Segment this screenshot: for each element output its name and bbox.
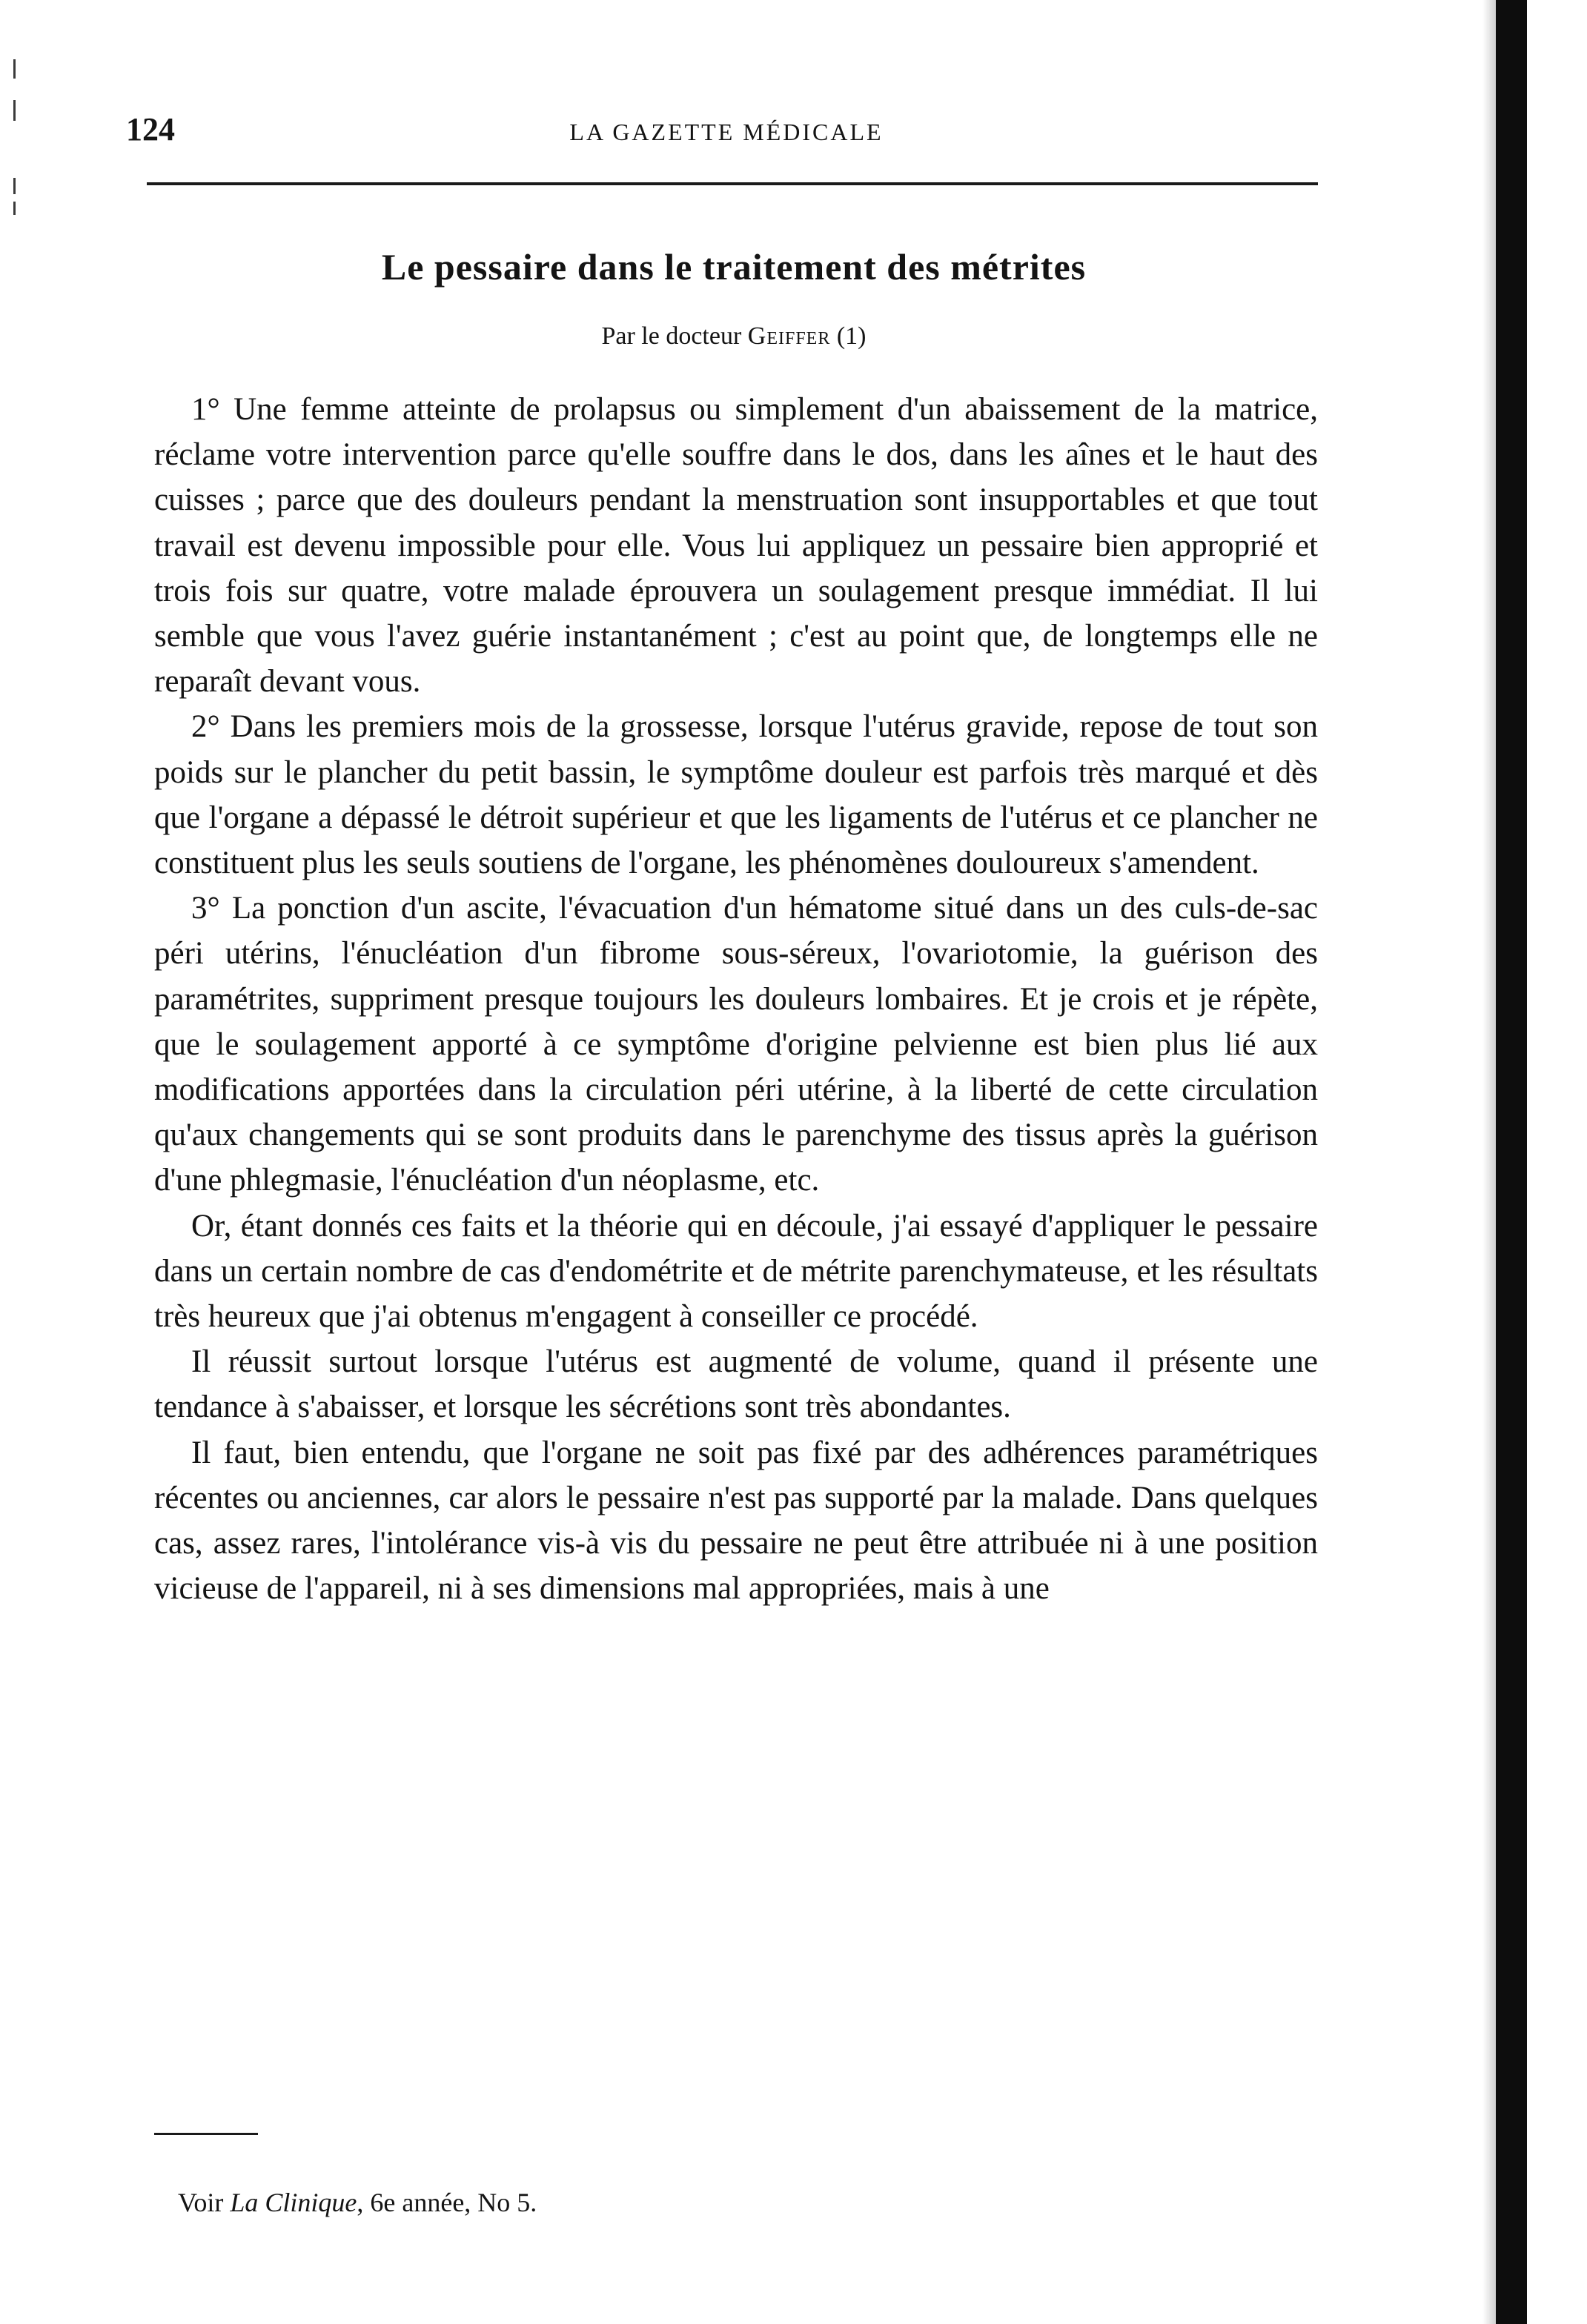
article-body bbox=[154, 387, 1318, 1611]
header-rule bbox=[147, 182, 1318, 185]
author-name: Geiffer bbox=[747, 322, 831, 350]
footnote bbox=[178, 2186, 1216, 2219]
page-number: 124 bbox=[126, 111, 175, 147]
paragraph: Il faut, bien entendu, que l'organe ne soit pas fixé par des adhérences paramétriques récentes ou anciennes, car alors le pessaire n'est pas supporté par la malade. Dans quelques cas, assez rares, l'intolérance vis-à vis du pessaire ne peut être attribuée ni à une position vicieuse de l'appareil, ni à ses dimensions mal appropriées, mais à une bbox=[154, 1435, 1318, 1607]
paragraph: Or, étant donnés ces faits et la théorie qui en découle, j'ai essayé d'appliquer le pessaire dans un certain nombre de cas d'endométrite et de métrite parenchymateuse, et les résultats très heureux que j'ai obtenus m'engagent à conseiller ce procédé. bbox=[154, 1208, 1318, 1335]
paragraph: 3° La ponction d'un ascite, l'évacuation d'un hématome situé dans un des culs-de-sac péri utérins, l'énucléation d'un fibrome sous-séreux, l'ovariotomie, la guérison des paramétrites, suppriment presque toujours les douleurs lombaires. Et je crois et je répète, que le soulagement apporté à ce symptôme d'origine pelvienne est bien plus lié aux modifications apportées dans la circulation péri utérine, à la liberté de cette circulation qu'aux changements qui se sont produits dans le parenchyme des tissus après la guérison d'une phlegmasie, l'énucléation d'un néoplasme, etc. bbox=[154, 891, 1318, 1198]
page-edge-shadow bbox=[1482, 0, 1496, 2324]
paragraph: 1° Une femme atteinte de prolapsus ou simplement d'un abaissement de la matrice, réclame votre intervention parce qu'elle souffre dans le dos, dans les aînes et le haut des cuisses ; parce que des douleurs pendant la menstruation sont insupportables et que tout travail est devenu impossible pour elle. Vous lui appliquez un pessaire bien approprié et trois fois sur quatre, votre malade éprouvera un soulagement presque immédiat. Il lui semble que vous l'avez guérie instantanément ; c'est au point que, de longtemps elle ne reparaît devant vous. bbox=[154, 392, 1318, 700]
margin-mark bbox=[13, 59, 16, 79]
margin-mark bbox=[13, 202, 16, 215]
footnote-suffix: , 6e année, No 5. bbox=[357, 2188, 537, 2217]
footnote-marker: (1) bbox=[830, 322, 867, 350]
footnote-rule bbox=[154, 2133, 258, 2135]
margin-mark bbox=[13, 100, 16, 121]
article-title: Le pessaire dans le traitement des métrites bbox=[381, 246, 1087, 288]
byline bbox=[133, 320, 1334, 353]
paragraph: Il réussit surtout lorsque l'utérus est augmenté de volume, quand il présente une tendance à s'abaisser, et lorsque les sécrétions sont très abondantes. bbox=[154, 1344, 1318, 1425]
page-header bbox=[126, 111, 1327, 148]
paragraph: 2° Dans les premiers mois de la grossesse, lorsque l'utérus gravide, repose de tout son poids sur le plancher du petit bassin, le symptôme douleur est parfois très marqué et dès que l'organe a dépassé le détroit supérieur et que les ligaments de l'utérus et ce plancher ne constituent plus les seuls soutiens de l'organe, les phénomènes douloureux s'amendent. bbox=[154, 709, 1318, 881]
page-edge bbox=[1496, 0, 1527, 2324]
byline-prefix: Par le docteur bbox=[601, 322, 748, 350]
margin-mark bbox=[13, 178, 16, 194]
footnote-prefix: Voir bbox=[178, 2188, 231, 2217]
running-head: LA GAZETTE MÉDICALE bbox=[569, 119, 884, 145]
footnote-journal: La Clinique bbox=[230, 2188, 357, 2217]
